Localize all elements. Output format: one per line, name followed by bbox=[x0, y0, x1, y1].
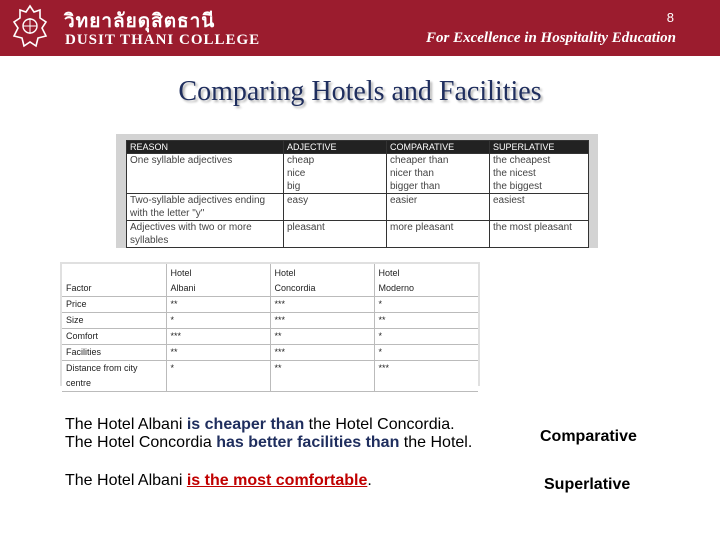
sentence-text: . bbox=[367, 472, 372, 489]
grammar-comparative-cell bbox=[387, 154, 490, 194]
grammar-superlative-word: easiest bbox=[493, 195, 525, 206]
star-rating-cell: ** bbox=[166, 345, 270, 361]
superlative-label: Superlative bbox=[544, 476, 631, 493]
grammar-comparative-cell bbox=[387, 221, 490, 248]
comparative-phrase: has better facilities than bbox=[216, 434, 400, 451]
star-rating-cell: ** bbox=[374, 313, 478, 329]
grammar-adjective-word: cheap bbox=[287, 155, 315, 166]
star-rating-cell: *** bbox=[374, 361, 478, 392]
factor-name-cell: Comfort bbox=[62, 329, 166, 345]
slide-number: 8 bbox=[666, 10, 674, 25]
grammar-table-panel bbox=[116, 134, 598, 248]
factor-header-line: Moderno bbox=[378, 283, 415, 293]
factor-name-cell: Facilities bbox=[62, 345, 166, 361]
grammar-superlative-cell bbox=[490, 154, 589, 194]
factor-header-line bbox=[66, 266, 162, 281]
hotel-rating-table bbox=[62, 264, 478, 392]
grammar-adjective-word: big bbox=[287, 181, 301, 192]
factor-row bbox=[62, 329, 478, 345]
grammar-superlative-word: the most pleasant bbox=[493, 222, 572, 233]
sentence-comparative-1 bbox=[65, 416, 472, 434]
comparative-phrase: is cheaper than bbox=[186, 416, 305, 433]
grammar-comparative-word: more pleasant bbox=[390, 222, 454, 233]
factor-header-line: Hotel bbox=[170, 268, 192, 278]
college-name: DUSIT THANI COLLEGE bbox=[65, 32, 261, 48]
star-rating-cell: * bbox=[374, 329, 478, 345]
factor-header-line: Concordia bbox=[274, 283, 316, 293]
sentence-text: The Hotel Albani bbox=[65, 472, 187, 489]
example-sentences bbox=[65, 416, 472, 490]
star-rating-cell: *** bbox=[270, 345, 374, 361]
star-rating-cell: * bbox=[374, 345, 478, 361]
grammar-comparative-word: cheaper than bbox=[390, 155, 449, 166]
star-rating-cell: ** bbox=[270, 361, 374, 392]
grammar-superlative-word: the biggest bbox=[493, 181, 542, 192]
factor-header-row bbox=[62, 264, 478, 297]
superlative-phrase: is the most comfortable bbox=[186, 472, 368, 489]
hotel-rating-panel bbox=[60, 262, 480, 386]
grammar-superlative-word: the cheapest bbox=[493, 155, 551, 166]
factor-header-cell bbox=[62, 264, 166, 297]
grammar-header-cell: ADJECTIVE bbox=[284, 141, 387, 154]
comparative-label: Comparative bbox=[540, 428, 637, 445]
star-rating-cell: * bbox=[374, 297, 478, 313]
factor-header-line: Hotel bbox=[378, 268, 400, 278]
grammar-header-cell: COMPARATIVE bbox=[387, 141, 490, 154]
grammar-superlative-cell bbox=[490, 194, 589, 221]
factor-header-line: Factor bbox=[66, 283, 92, 293]
grammar-comparative-word: easier bbox=[390, 195, 418, 206]
grammar-superlative-cell bbox=[490, 221, 589, 248]
factor-header-cell bbox=[270, 264, 374, 297]
factor-name-cell: Price bbox=[62, 297, 166, 313]
star-rating-cell: ** bbox=[166, 297, 270, 313]
grammar-header-cell: REASON bbox=[127, 141, 284, 154]
grammar-adjective-word: nice bbox=[287, 168, 306, 179]
factor-row bbox=[62, 361, 478, 392]
star-rating-cell: *** bbox=[270, 297, 374, 313]
grammar-row bbox=[127, 154, 589, 194]
factor-header-line: Albani bbox=[170, 283, 196, 293]
grammar-comparative-cell bbox=[387, 194, 490, 221]
star-rating-cell: *** bbox=[270, 313, 374, 329]
header-banner bbox=[0, 0, 720, 56]
grammar-comparative-word: bigger than bbox=[390, 181, 441, 192]
factor-header-line: Hotel bbox=[274, 268, 296, 278]
college-seal-icon bbox=[10, 4, 50, 52]
sentence-text: The Hotel Concordia bbox=[65, 434, 217, 451]
grammar-adjective-word: easy bbox=[287, 195, 309, 206]
factor-row bbox=[62, 345, 478, 361]
factor-header-cell bbox=[374, 264, 478, 297]
factor-row bbox=[62, 313, 478, 329]
grammar-adjective-cell bbox=[284, 154, 387, 194]
grammar-adjective-cell bbox=[284, 221, 387, 248]
grammar-comparative-word: nicer than bbox=[390, 168, 434, 179]
factor-row bbox=[62, 297, 478, 313]
grammar-adjective-word: pleasant bbox=[287, 222, 325, 233]
grammar-superlative-word: the nicest bbox=[493, 168, 536, 179]
factor-name-cell: Size bbox=[62, 313, 166, 329]
grammar-adjective-cell bbox=[284, 194, 387, 221]
sentence-text: the Hotel Concordia. bbox=[304, 416, 455, 433]
grammar-reason-cell: Two-syllable adjectives ending with the letter "y" bbox=[127, 194, 284, 221]
star-rating-cell: ** bbox=[270, 329, 374, 345]
college-tagline: For Excellence in Hospitality Education bbox=[425, 30, 676, 46]
grammar-reason-cell: One syllable adjectives bbox=[127, 154, 284, 194]
grammar-row bbox=[127, 194, 589, 221]
sentence-superlative bbox=[65, 472, 472, 490]
factor-name-cell: Distance from city centre bbox=[62, 361, 166, 392]
sentence-text: the Hotel. bbox=[399, 434, 473, 451]
thai-college-name: วิทยาลัยดุสิตธานี bbox=[64, 10, 216, 32]
star-rating-cell: *** bbox=[166, 329, 270, 345]
grammar-reason-cell: Adjectives with two or more syllables bbox=[127, 221, 284, 248]
sentence-comparative-2 bbox=[65, 434, 472, 452]
factor-header-cell bbox=[166, 264, 270, 297]
grammar-row bbox=[127, 221, 589, 248]
grammar-table bbox=[126, 140, 589, 248]
sentence-text: The Hotel Albani bbox=[65, 416, 187, 433]
star-rating-cell: * bbox=[166, 313, 270, 329]
star-rating-cell: * bbox=[166, 361, 270, 392]
grammar-header-cell: SUPERLATIVE bbox=[490, 141, 589, 154]
slide-title: Comparing Hotels and Facilities bbox=[178, 76, 542, 107]
